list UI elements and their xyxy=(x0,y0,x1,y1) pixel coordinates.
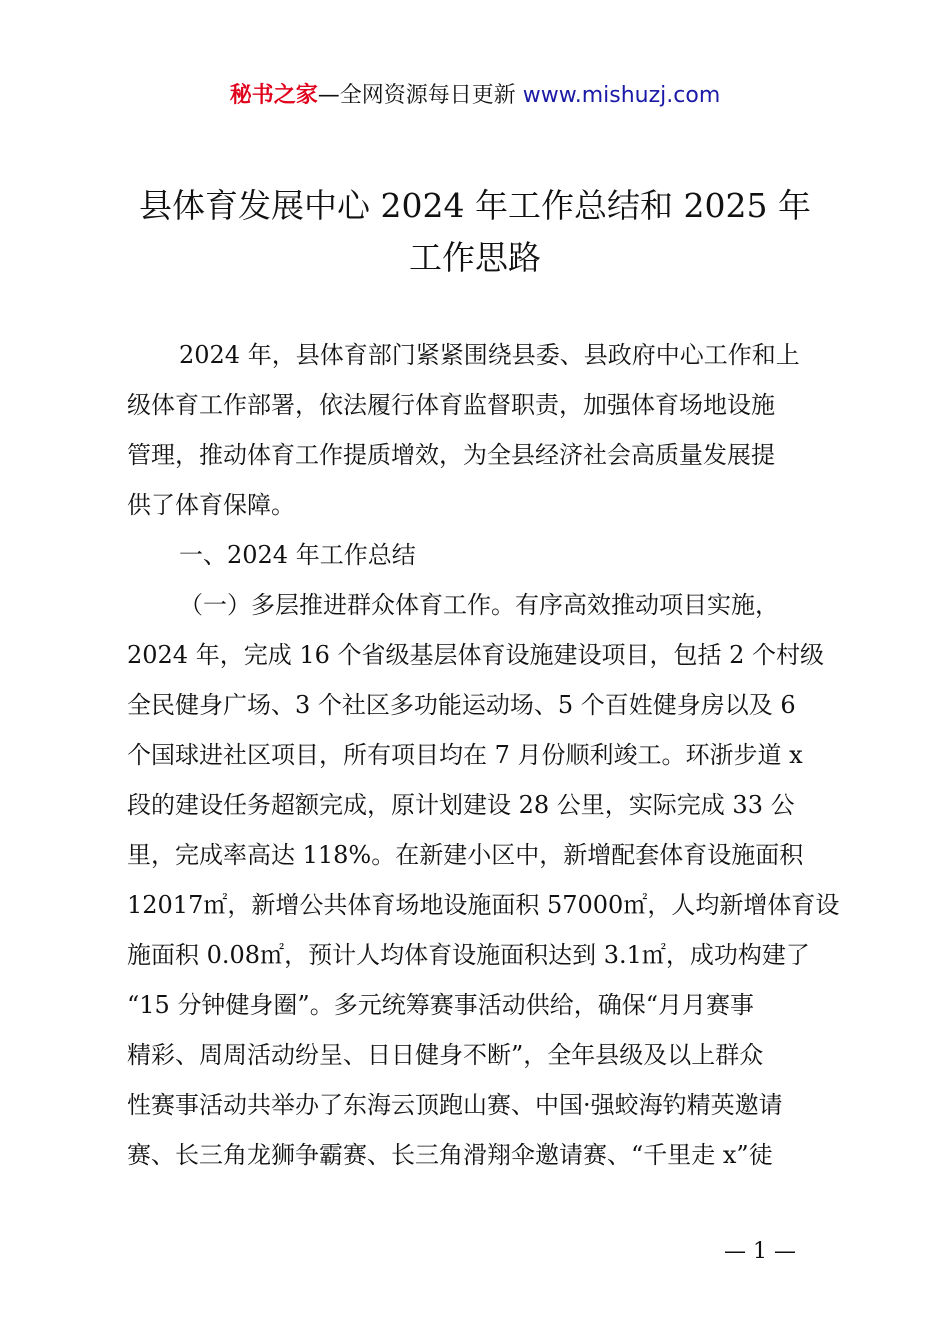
site-url-link[interactable]: www.mishuzj.com xyxy=(522,83,721,108)
body-line: 精彩、周周活动纷呈、日日健身不断”，全年县级及以上群众 xyxy=(127,1041,764,1069)
body-line: 供了体育保障。 xyxy=(127,491,295,519)
body-line: 2024 年，县体育部门紧紧围绕县委、县政府中心工作和上 xyxy=(179,341,800,369)
body-line: （一）多层推进群众体育工作。有序高效推动项目实施， xyxy=(179,591,779,619)
site-banner xyxy=(0,80,950,112)
brand-name: 秘书之家 xyxy=(229,83,318,108)
body-line: 性赛事活动共举办了东海云顶跑山赛、中国·强蛟海钓精英邀请 xyxy=(127,1091,783,1119)
document-body xyxy=(127,330,840,1180)
document-title xyxy=(60,180,890,284)
body-line: 个国球进社区项目，所有项目均在 7 月份顺利竣工。环浙步道 x xyxy=(127,741,803,769)
body-line: “15 分钟健身圈”。多元统筹赛事活动供给，确保“月月赛事 xyxy=(127,991,754,1019)
body-line: 段的建设任务超额完成，原计划建设 28 公里，实际完成 33 公 xyxy=(127,791,795,819)
body-line: 施面积 0.08㎡，预计人均体育设施面积达到 3.1㎡，成功构建了 xyxy=(127,941,810,969)
body-line: 2024 年，完成 16 个省级基层体育设施建设项目，包括 2 个村级 xyxy=(127,641,825,669)
title-line-2: 工作思路 xyxy=(409,238,541,277)
body-line: 赛、长三角龙狮争霸赛、长三角滑翔伞邀请赛、“千里走 x”徒 xyxy=(127,1141,773,1169)
banner-tagline: —全网资源每日更新 xyxy=(317,83,523,108)
body-line: 全民健身广场、3 个社区多功能运动场、5 个百姓健身房以及 6 xyxy=(127,691,796,719)
body-line: 管理，推动体育工作提质增效，为全县经济社会高质量发展提 xyxy=(127,441,775,469)
page-number: — 1 — xyxy=(724,1239,796,1264)
body-line: 级体育工作部署，依法履行体育监督职责，加强体育场地设施 xyxy=(127,391,775,419)
body-line: 里，完成率高达 118%。在新建小区中，新增配套体育设施面积 xyxy=(127,841,804,869)
body-line: 12017㎡，新增公共体育场地设施面积 57000㎡，人均新增体育设 xyxy=(127,891,840,919)
title-line-1: 县体育发展中心 2024 年工作总结和 2025 年 xyxy=(139,186,811,225)
section-heading: 一、2024 年工作总结 xyxy=(179,541,416,569)
